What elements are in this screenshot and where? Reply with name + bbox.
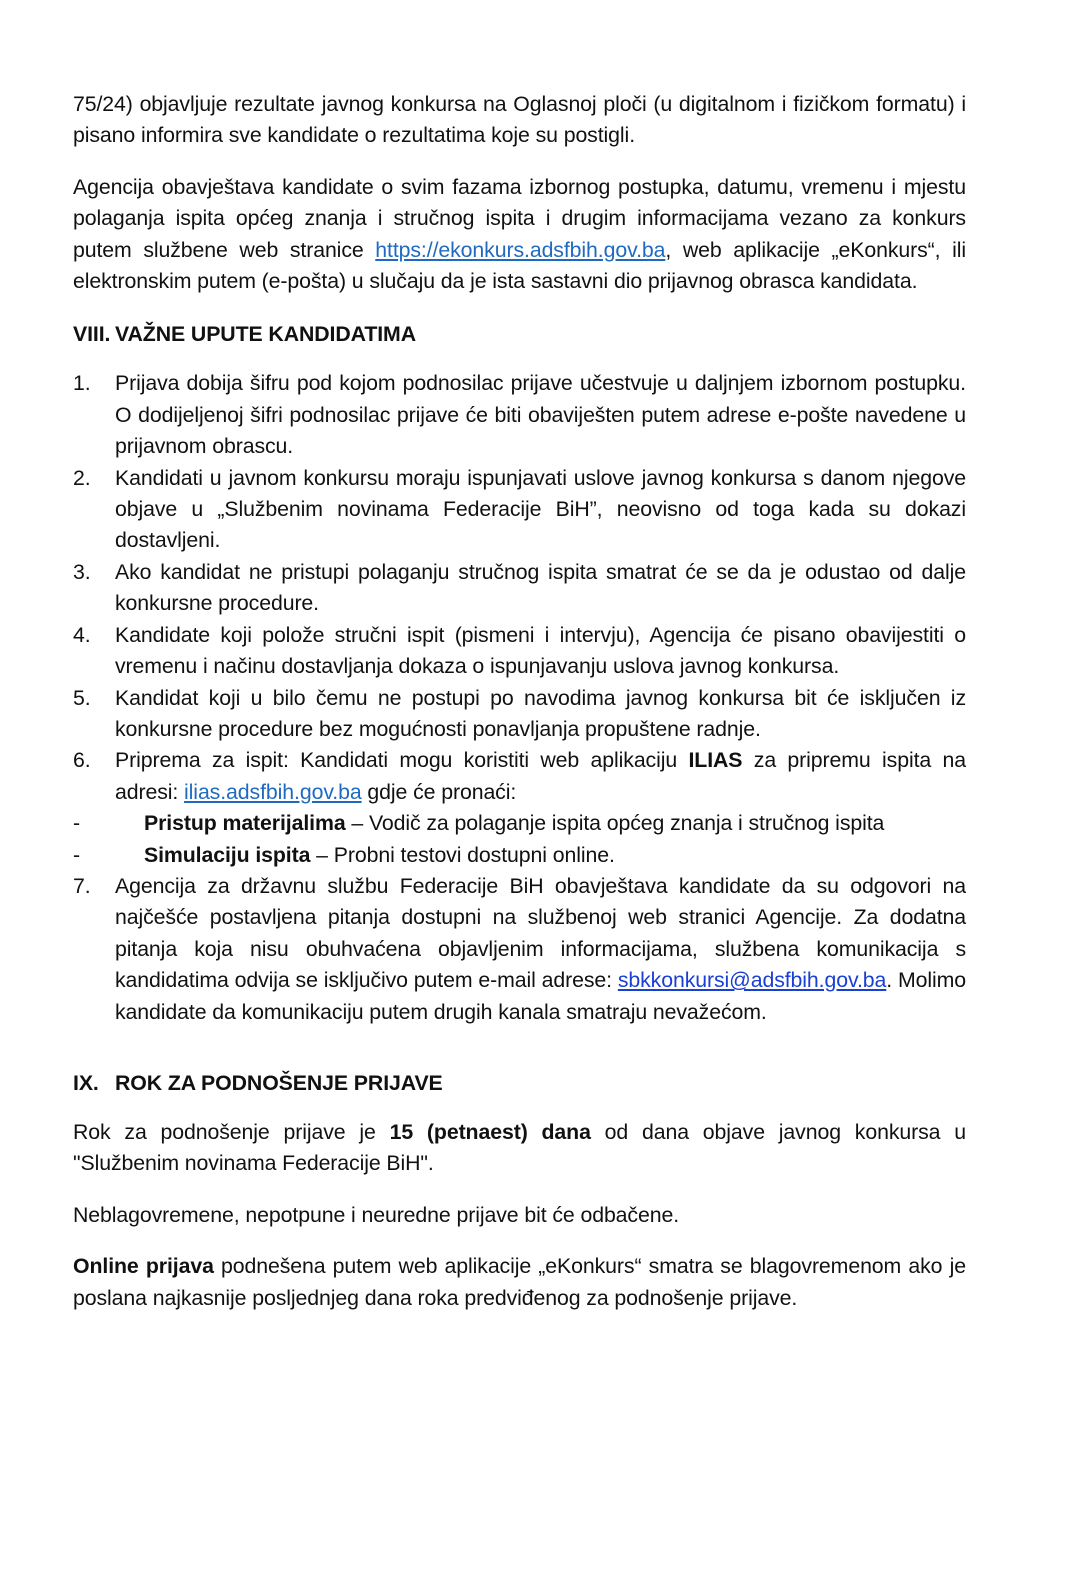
list-item-contact [73, 871, 966, 1028]
sublist-item [73, 840, 966, 871]
online-application-text: podnešena putem web aplikacije „eKonkurs“ smatra se blagovremenom ako je poslana najkasnije posljednjeg dana roka predviđenog za podnošenje prijave. [73, 1254, 966, 1310]
item-text-after: gdje će pronaći: [361, 779, 517, 804]
deadline-bold: 15 (petnaest) dana [389, 1119, 591, 1144]
sublist-bold: Simulaciju ispita [144, 842, 311, 867]
list-item [73, 463, 966, 557]
item-text: Prijava dobija šifru pod kojom podnosilac prijave učestvuje u daljnjem izbornom postupku. O dodijeljenoj šifri podnosilac prijave će biti obaviješten putem adrese e-pošte navedene u prijavnom obrascu. [115, 371, 966, 459]
section-8-title: VAŽNE UPUTE KANDIDATIMA [115, 322, 416, 347]
deadline-text-after: od dana objave javnog konkursa u "Službenim novinama Federacije BiH". [73, 1119, 966, 1176]
item-text: Ako kandidat ne pristupi polaganju stručnog ispita smatrat će se da je odustao od dalje konkursne procedure. [115, 559, 966, 616]
sublist-item [73, 808, 966, 839]
email-link[interactable]: sbkkonkursi@adsfbih.gov.ba [617, 968, 887, 993]
item-text-before: Priprema za ispit: Kandidati mogu koristiti web aplikaciju [115, 748, 689, 773]
dash-bullet: - [73, 842, 80, 867]
online-application-paragraph [73, 1251, 966, 1314]
deadline-text-before: Rok za podnošenje prijave je [73, 1119, 390, 1144]
item-text-mid: za pripremu ispita na adresi: [115, 748, 966, 804]
list-item [73, 620, 966, 683]
notification-paragraph [73, 172, 966, 298]
item-text: Kandidat koji u bilo čemu ne postupi po navodima javnog konkursa bit će isključen iz konkursne procedure bez mogućnosti ponavljanja propuštene radnje. [115, 685, 966, 741]
notification-text-after: , web aplikacije „eKonkurs“, ili elektronskim putem (e-pošta) u slučaju da je ista sastavni dio prijavnog obrasca kandidata. [73, 237, 966, 294]
item-number: 1. [73, 371, 91, 396]
ekonkurs-link[interactable]: https://ekonkurs.adsfbih.gov.ba [375, 237, 666, 262]
sublist-text: – Probni testovi dostupni online. [310, 842, 615, 867]
instructions-list [73, 368, 966, 1028]
item-number: 6. [73, 748, 91, 773]
item-text-after: . Molimo kandidate da komunikaciju putem drugih kanala smatraju nevažećom. [115, 968, 966, 1024]
item-text: Kandidati u javnom konkursu moraju ispunjavati uslove javnog konkursa s danom njegove objave u „Službenim novinama Federacije BiH”, neovisno od toga kada su dokazi dostavljeni. [115, 465, 966, 553]
section-9-number: IX. [73, 1070, 99, 1095]
item-text-before: Agencija za državnu službu Federacije BiH obavještava kandidate da su odgovori na najčešće postavljena pitanja dostupni na službenoj web stranici Agencije. Za dodatna pitanja koja nisu obuhvaćena objavljenim informacijama, službena komunikacija s kandidatima odvija se isključivo putem e-mail adrese: [115, 873, 966, 993]
ilias-link[interactable]: ilias.adsfbih.gov.ba [184, 779, 362, 804]
ilias-bold: ILIAS [688, 748, 743, 773]
notification-text-before: Agencija obavještava kandidate o svim fazama izbornog postupka, datumu, vremenu i mjestu polaganja ispita općeg znanja i stručnog ispita i drugim informacijama vezano za konkurs putem službene web stranice [73, 174, 966, 262]
item-text: Kandidate koji polože stručni ispit (pismeni i intervju), Agencija će pisano obavijestiti o vremenu i načinu dostavljanja dokaza o ispunjavanju uslova javnog konkursa. [115, 622, 966, 679]
section-8-number: VIII. [73, 322, 111, 347]
sublist-text: – Vodič za polaganje ispita općeg znanja i stručnog ispita [345, 811, 885, 836]
ilias-sublist [73, 808, 966, 871]
deadline-paragraph [73, 1117, 966, 1180]
section-9-title: ROK ZA PODNOŠENJE PRIJAVE [115, 1070, 443, 1095]
list-item-ilias [73, 745, 966, 871]
item-number: 2. [73, 465, 91, 490]
item-number: 7. [73, 873, 91, 898]
section-8-heading [73, 319, 966, 350]
sublist-bold: Pristup materijalima [144, 811, 346, 836]
item-number: 5. [73, 685, 91, 710]
results-paragraph: 75/24) objavljuje rezultate javnog konkursa na Oglasnoj ploči (u digitalnom i fizičkom formatu) i pisano informira sve kandidate o rezultatima koje su postigli. [73, 92, 966, 148]
list-item [73, 368, 966, 462]
dash-bullet: - [73, 811, 80, 836]
section-9-heading [73, 1068, 966, 1099]
rejection-paragraph: Neblagovremene, nepotpune i neuredne prijave bit će odbačene. [73, 1202, 680, 1227]
document-page [73, 89, 966, 1314]
list-item [73, 683, 966, 746]
online-application-bold: Online prijava [73, 1254, 214, 1279]
list-item [73, 557, 966, 620]
item-number: 4. [73, 622, 91, 647]
item-number: 3. [73, 559, 91, 584]
